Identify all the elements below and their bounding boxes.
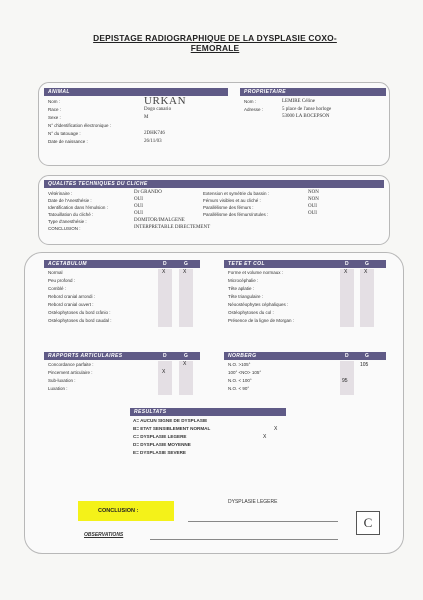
qualites-value-extension: NON (308, 190, 319, 195)
norberg-value-g: 95 (342, 378, 348, 384)
qualites-value-identification: OUI (134, 204, 143, 209)
animal-label-id: N° d'identification électronique : (48, 123, 111, 128)
resultat-b: B= ETAT SENSIBLEMENT NORMAL (133, 426, 211, 431)
qualites-label-anesthesie: Type d'anesthésie : (48, 219, 87, 224)
owner-name-value: LEMIRE Céline (282, 99, 315, 104)
animal-sexe-value: M (144, 115, 149, 120)
acetabulum-row-osteo-cranio: Ostéophytoses du bord crânio : (48, 310, 111, 315)
tete-row-morgan: Présence de la ligne de Morgan : (228, 318, 295, 323)
rapports-row-subluxation: Sub-luxation : (48, 378, 76, 383)
acetabulum-row-comble: Comblé : (48, 286, 67, 291)
qualites-label-tatouillation: Tatouillation du cliché : (48, 212, 94, 217)
qualites-value-veterinaire: Dr GRANDO (134, 190, 162, 195)
resultat-mark-b: X (274, 426, 278, 432)
acetabulum-row-normal: Normal (48, 270, 63, 275)
tete-row-triangulaire: Tête triangulaire : (228, 294, 264, 299)
norberg-value-d: 105 (360, 362, 369, 368)
qualites-label-parallelisme: Parallélisme des fémurs : (203, 205, 254, 210)
animal-race-value: Dogo canario (144, 107, 172, 112)
rapports-row-luxation: Luxation : (48, 386, 68, 391)
observations-label: OBSERVATIONS (84, 532, 124, 538)
acetabulum-row-osteo-caudal: Ostéophytoses du bord caudal : (48, 318, 112, 323)
norberg-row-4: N.O. < 90° (228, 386, 250, 391)
norberg-header: NORBERG (224, 352, 386, 360)
qualites-value-conclusion: INTERPRETABLE DIRECTEMENT (134, 225, 211, 230)
acetabulum-shade-g (179, 269, 193, 327)
qualites-value-parallelisme: OUI (308, 204, 317, 209)
rapports-col-g: G (184, 353, 188, 359)
conclusion-value: DYSPLASIE LEGERE (228, 499, 278, 505)
tete-shade-g (360, 269, 374, 327)
animal-label-tatouage: N° du tatouage : (48, 131, 81, 136)
tete-col-d: D (345, 261, 349, 267)
resultat-c: C= DYSPLASIE LEGERE (133, 434, 187, 439)
rapports-mark-concordance-g: X (183, 361, 187, 367)
observations-line (150, 539, 338, 540)
conclusion-line (188, 521, 338, 522)
tete-mark-forme-g: X (364, 269, 368, 275)
norberg-row-2: 100° <NO> 105° (228, 370, 262, 375)
animal-label-nom: Nom : (48, 99, 61, 104)
tete-col-g: G (365, 261, 369, 267)
owner-address-line1: 5 place de l'anse horloge (282, 107, 332, 112)
rapports-shade-d (158, 361, 172, 395)
owner-address-line3: 53000 LA BOCEPSON (282, 114, 330, 119)
acetabulum-header: ACETABULUM (44, 260, 200, 268)
acetabulum-col-g: G (184, 261, 188, 267)
resultats-header: RESULTATS (130, 408, 286, 416)
norberg-row-1: N.O. >105° (228, 362, 251, 367)
qualites-label-date: Date de l'Anesthésie : (48, 198, 92, 203)
qualites-header: QUALITES TECHNIQUES DU CLICHE (44, 180, 384, 188)
tete-row-neoosteo: Néoostéophytes céphaliques : (228, 302, 289, 307)
rapports-mark-pincement-d: X (162, 369, 166, 375)
rapports-row-concordance: Concordance parfaite : (48, 362, 94, 367)
qualites-value-anesthesie: DOMITOR/IMALGENE (134, 218, 185, 223)
rapports-header: RAPPORTS ARTICULAIRES (44, 352, 200, 360)
owner-label-adresse: Adresse : (244, 107, 264, 112)
qualites-label-conclusion: CONCLUSION : (48, 226, 81, 231)
resultat-mark-c: X (263, 434, 267, 440)
qualites-label-identification: Identification dans l'émulsion : (48, 205, 108, 210)
acetabulum-row-rebord-ouvert: Rebord cranial ouvert : (48, 302, 94, 307)
tete-header: TETE ET COL (224, 260, 386, 268)
animal-naissance-value: 26/11/03 (144, 139, 162, 144)
animal-name-value: URKAN (144, 95, 187, 107)
qualites-value-tatouillation: OUI (134, 211, 143, 216)
qualites-label-extension: Extension et symétrie du bassin : (203, 191, 270, 196)
acetabulum-row-rebord-arrondi: Rebord cranial arrondi : (48, 294, 96, 299)
acetabulum-mark-normal-g: X (183, 269, 187, 275)
conclusion-label: CONCLUSION : (78, 501, 174, 521)
tete-shade-d (340, 269, 354, 327)
acetabulum-mark-normal-d: X (162, 269, 166, 275)
resultat-d: D= DYSPLASIE MOYENNE (133, 442, 191, 447)
animal-tatouage-value: 2DHK746 (144, 131, 165, 136)
qualites-value-parallelisme-rotules: OUI (308, 211, 317, 216)
conclusion-grade: C (356, 511, 380, 535)
resultat-e: E= DYSPLASIE SEVERE (133, 450, 186, 455)
owner-label-nom: Nom : (244, 99, 257, 104)
qualites-label-veterinaire: Vétérinaire : (48, 191, 73, 196)
qualites-label-femurs-visibles: Fémurs visibles et au cliché : (203, 198, 261, 203)
norberg-row-3: N.O. < 100° (228, 378, 252, 383)
qualites-value-femurs-visibles: NON (308, 197, 319, 202)
tete-row-microcephalie: Microcéphalie : (228, 278, 259, 283)
rapports-col-d: D (163, 353, 167, 359)
document-title: DEPISTAGE RADIOGRAPHIQUE DE LA DYSPLASIE COXO-FEMORALE (93, 33, 337, 53)
tete-row-forme: Forme et volume normaux : (228, 270, 284, 275)
animal-label-race: Race : (48, 107, 62, 112)
animal-label-sexe: Sexe : (48, 115, 61, 120)
acetabulum-row-peu-profond: Peu profond : (48, 278, 76, 283)
rapports-row-pincement: Pincement articulaire : (48, 370, 93, 375)
tete-row-aplatie: Tête aplatie : (228, 286, 255, 291)
tete-mark-forme-d: X (344, 269, 348, 275)
tete-row-osteo-col: Ostéophytoses du col : (228, 310, 274, 315)
qualites-value-date: OUI (134, 197, 143, 202)
resultat-a: A= AUCUN SIGNE DE DYSPLASIE (133, 418, 208, 423)
norberg-col-g: G (365, 353, 369, 359)
acetabulum-shade-d (158, 269, 172, 327)
acetabulum-col-d: D (163, 261, 167, 267)
animal-header: ANIMAL (44, 88, 228, 96)
proprietaire-header: PROPRIETAIRE (240, 88, 386, 96)
animal-label-naissance: Date de naissance : (48, 139, 88, 144)
norberg-col-d: D (345, 353, 349, 359)
qualites-label-parallelisme-rotules: Parallélisme des fémurs/rotules : (203, 212, 269, 217)
